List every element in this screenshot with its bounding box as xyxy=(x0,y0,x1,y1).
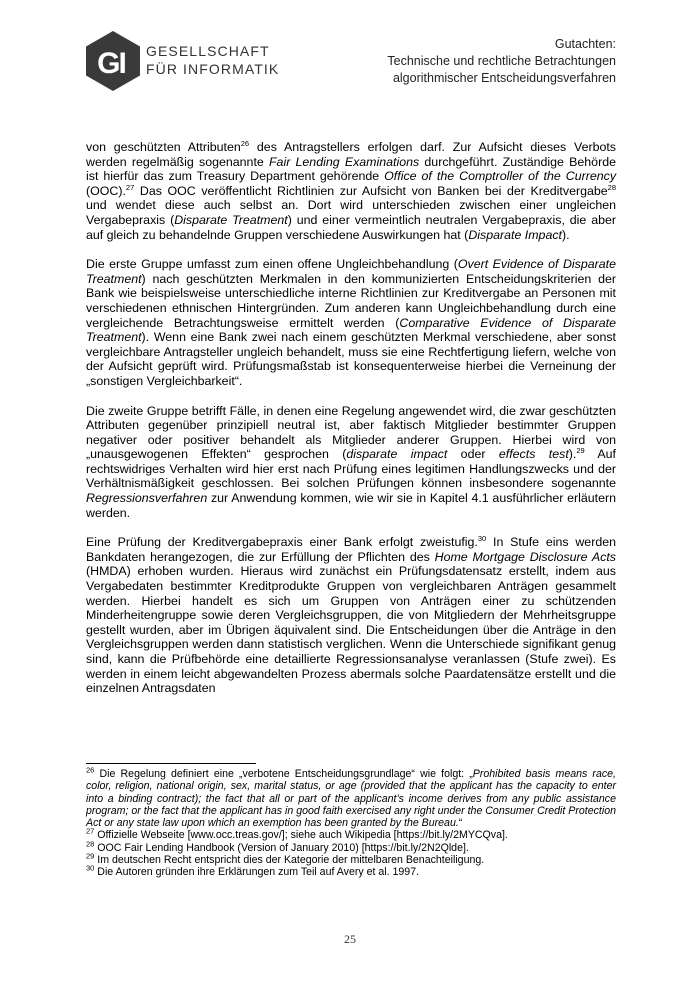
paragraph-1: von geschützten Attributen$^{26}$ des Antragstellers erfolgen darf. Zur Aufsicht dieses Verbots werden regelmäßig sogenannte Fair Lending Examinations durchgeführt. Zuständige Behörde ist hierfür das zum Treasury Department gehörende Office of the Comptroller of the Currency (OOC).$^{27}$ Das OOC veröffentlicht Richtlinien zur Aufsicht von Banken bei der Kreditvergabe$^{28}$ und wendet diese auch selbst an. Dort wird unterschieden zwischen einer ungleichen Vergabepraxis (Disparate Treatment) und einer vermeintlich neutralen Vergabepraxis, die aber auf gleich zu behandelnde Gruppen verschiedene Auswirkungen hat (Disparate Impact). xyxy=(86,138,617,242)
footnote-29: $^{29}$ Im deutschen Recht entspricht dies der Kategorie der mittelbaren Benachteiligung. xyxy=(86,851,485,867)
footnote-ref-27[interactable]: 27 xyxy=(125,182,135,192)
footnote-28: $^{28}$ OOC Fair Lending Handbook (Version of January 2010) [https://bit.ly/2N2Qlde]. xyxy=(86,839,469,854)
paragraph-3: Die zweite Gruppe betrifft Fälle, in denen eine Regelung angewendet wird, die zwar geschützten Attributen gegenüber prinzipiell neutral ist, aber faktisch Mitglieder bestimmter Gruppen negativer oder positiver behandelt als Mitglieder anderer Gruppen. Hierbei wird von „unausgewogenen Effekten“ gesprochen (disparate impact oder effects test).$^{29}$ Auf rechtswidriges Verhalten wird hier erst nach Prüfung eines legitimen Handlungszwecks und der Verhältnismäßigkeit geschlossen. Bei solchen Prüfungen können insbesondere sogenannte Regressionsverfahren zur Anwendung kommen, wie wir sie in Kapitel 4.1 ausführlicher erläutern werden. xyxy=(86,403,616,520)
page-number: 25 xyxy=(344,932,356,946)
footnote-30: $^{30}$ Die Autoren gründen ihre Erklärungen zum Teil auf Avery et al. 1997. xyxy=(86,863,420,879)
logo-letters: GI xyxy=(97,47,125,80)
main-text xyxy=(86,140,616,711)
organization-name xyxy=(146,42,279,78)
paragraph-4: Eine Prüfung der Kreditvergabepraxis einer Bank erfolgt zweistufig.$^{30}$ In Stufe eins werden Bankdaten herangezogen, die zur Erfüllung der Pflichten des Home Mortgage Disclosure Acts (HMDA) erhoben wurden. Hieraus wird zunächst ein Prüfungsdatensatz erstellt, indem aus Vergabedaten bestimmter Kreditprodukte Gruppen von vergleichbaren Anträgen gesammelt werden. Hierbei handelt es sich um Gruppen von Anträgen einer zu schützenden Minderheitengruppe sowie deren Vergleichsgruppen, die von Mitgliedern der Mehrheitsgruppe gestellt wurden, aber im Übrigen äquivalent sind. Die Entscheidungen über die Anträge in den Vergleichsgruppen werden dann statistisch verglichen. Wenn die Unterschiede signifikant genug sind, kann die Prüfbehörde eine detaillierte Regressionsanalyse veranlassen (Stufe zwei). Es werden in einem leicht abgewandelten Prozess abermals solche Paardatensätze erstellt und die einzelnen Antragsdaten xyxy=(86,534,617,696)
org-name-line-2: FÜR INFORMATIK xyxy=(146,61,280,77)
footnote-ref-29[interactable]: 29 xyxy=(576,446,585,456)
footnote-26: $^{26}$ Die Regelung definiert eine „verbotene Entscheidungsgrundlage“ wie folgt: „Prohibited basis means race, color, religion, national origin, sex, marital status, or age (provided that the applicant has the capacity to enter into a binding contract); the fact that all or part of the applicant’s income derives from any public assistance program; or the fact that the applicant has in good faith exercised any right under the Consumer Credit Protection Act or any state law upon which an exemption has been granted by the Bureau.“ xyxy=(86,765,616,830)
header-line-3: algorithmischer Entscheidungsverfahren xyxy=(392,71,616,85)
paragraph-2: Die erste Gruppe umfasst zum einen offene Ungleichbehandlung (Overt Evidence of Disparate Treatment) nach geschützten Merkmalen in den kommunizierten Entscheidungskriterien der Bank wie beispielsweise unterschiedliche interne Richtlinien zur Kreditvergabe an Personen mit verschiedenen ethnischen Hintergründen. Zum anderen kann Ungleichbehandlung durch eine vergleichende Betrachtungsweise ermittelt werden (Comparative Evidence of Disparate Treatment). Wenn eine Bank zwei nach einem geschützten Merkmal verschiedene, aber sonst vergleichbare Antragsteller ungleich behandelt, muss sie eine Rechtfertigung liefern, welche von der Aufsicht geprüft wird. Prüfungsmaßstab ist konsequenterweise hierbei die Verneinung der „sonstigen Vergleichbarkeit“. xyxy=(86,257,616,388)
document-header-title xyxy=(387,36,616,87)
gi-logo-icon xyxy=(84,30,142,92)
footnote-divider xyxy=(86,763,256,764)
header-line-2: Technische und rechtliche Betrachtungen xyxy=(387,54,616,68)
footnote-ref-28[interactable]: 28 xyxy=(607,182,616,192)
gi-logo xyxy=(84,30,284,100)
footnote-ref-30[interactable]: 30 xyxy=(477,534,487,544)
org-name-line-1: GESELLSCHAFT xyxy=(146,43,270,59)
footnotes xyxy=(86,765,616,879)
footnote-27: $^{27}$ Offizielle Webseite [www.occ.treas.gov/]; siehe auch Wikipedia [https://bit.ly/2MYCQva]. xyxy=(86,826,508,842)
footnote-ref-26[interactable]: 26 xyxy=(240,138,250,148)
header-line-1: Gutachten: xyxy=(554,37,616,51)
